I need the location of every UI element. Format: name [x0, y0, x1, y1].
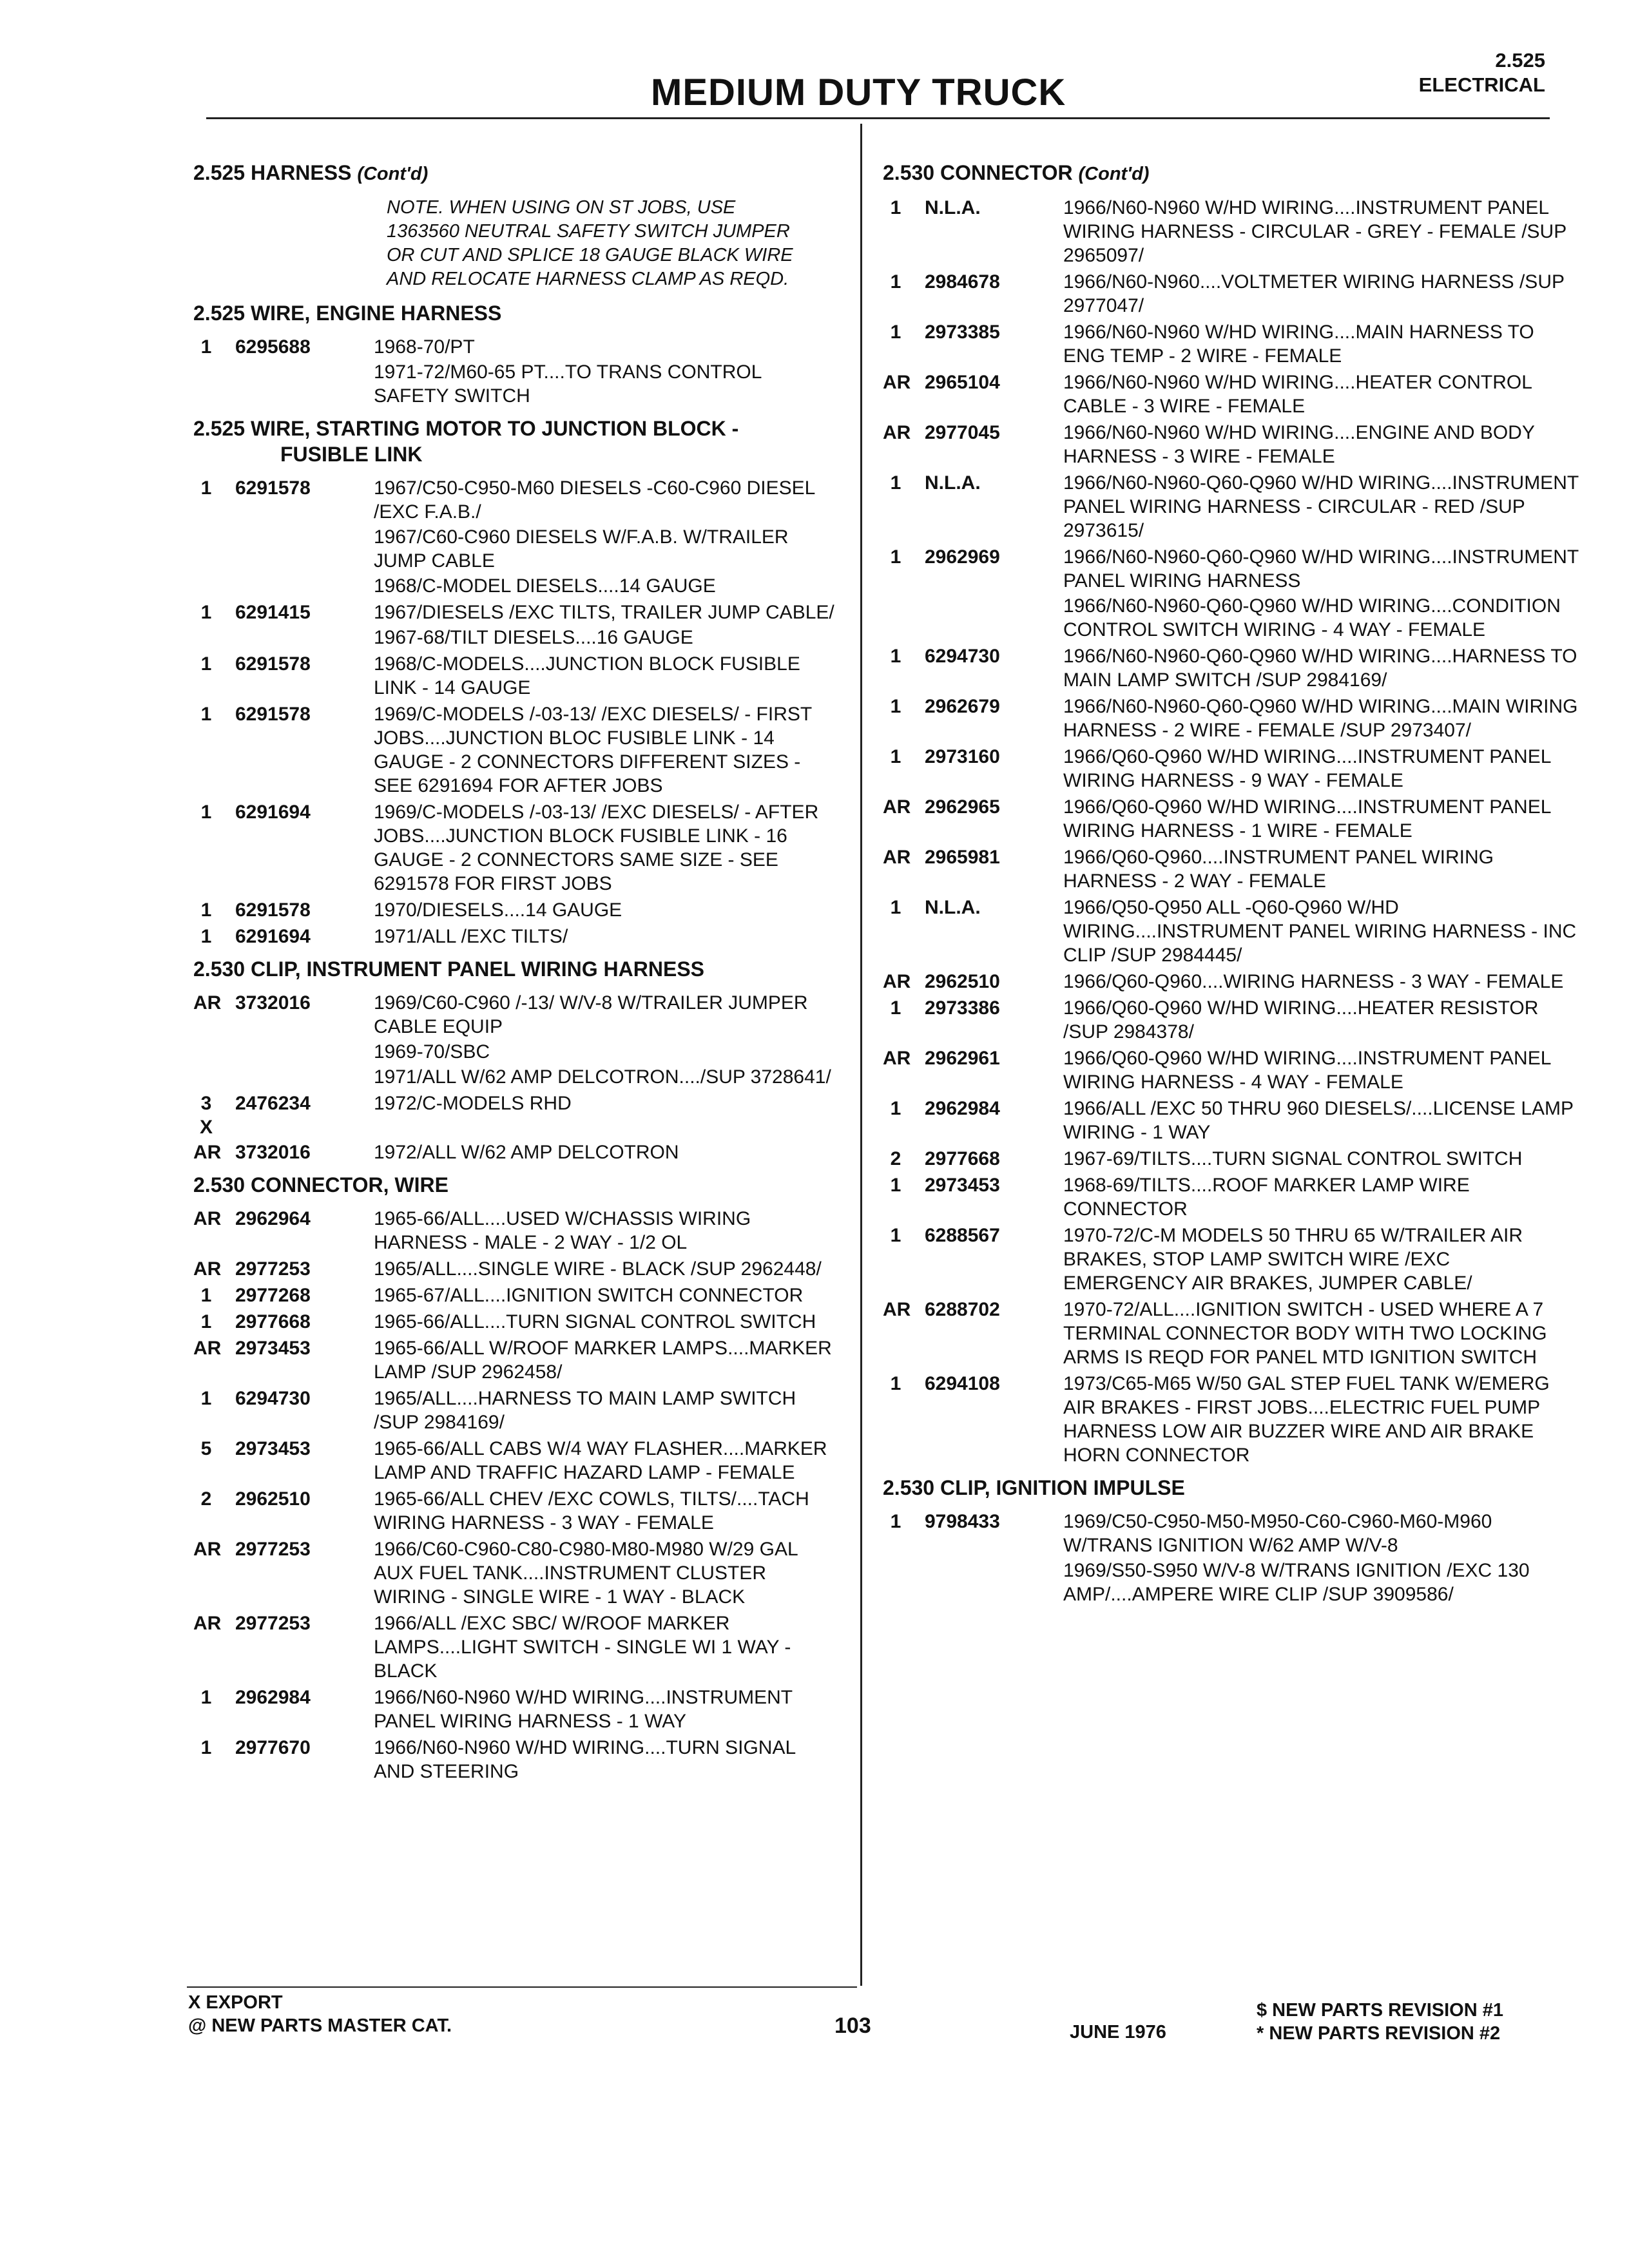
parts-entry [883, 270, 1579, 319]
description-line: 1966/N60-N960 W/HD WIRING....ENGINE AND BODY HARNESS - 3 WIRE - FEMALE [1063, 422, 1535, 467]
footer-export-note: X EXPORT [188, 1992, 283, 2013]
entry-qty: 1 [890, 746, 901, 767]
parts-entry [193, 1283, 838, 1309]
entry-part-number: 2977253 [235, 1258, 311, 1280]
description-line: 1968/C-MODELS....JUNCTION BLOCK FUSIBLE LINK - 14 GAUGE [374, 653, 800, 698]
parts-entry [193, 1686, 838, 1735]
entry-qty: AR [193, 1142, 222, 1163]
description-line: 1966/Q60-Q960....INSTRUMENT PANEL WIRING HARNESS - 2 WAY - FEMALE [1063, 847, 1494, 892]
section-number: 2.530 [883, 161, 935, 184]
entry-part-number: 2984678 [925, 271, 1000, 293]
section-title: CONNECTOR, WIRE [250, 1173, 448, 1196]
description-line: 1965/ALL....SINGLE WIRE - BLACK /SUP 2962448/ [374, 1258, 822, 1280]
section-number: 2.530 [883, 1476, 935, 1499]
entry-description [374, 1336, 838, 1385]
footer-date: JUNE 1976 [1070, 2022, 1166, 2042]
parts-entry [883, 1046, 1579, 1095]
entry-part-number: 2973385 [925, 322, 1000, 343]
description-line: 1969/C50-C950-M50-M950-C60-C960-M60-M960 W/TRANS IGNITION W/62 AMP W/V-8 [1063, 1511, 1492, 1556]
description-line: 1966/N60-N960-Q60-Q960 W/HD WIRING....CONDITION CONTROL SWITCH WIRING - 4 WAY - FEMALE [1063, 595, 1561, 640]
parts-section [193, 416, 838, 950]
footer-legend-left [188, 1991, 452, 2037]
column-divider [860, 124, 862, 1986]
entry-description [1063, 845, 1579, 894]
parts-entry [883, 421, 1579, 470]
entry-part-number: 2977668 [925, 1148, 1000, 1169]
entry-part-number: 2962964 [235, 1208, 311, 1229]
parts-section [193, 300, 838, 409]
entry-part-number: N.L.A. [925, 197, 981, 218]
entry-qty: 1 [890, 1175, 901, 1196]
entry-part-number: N.L.A. [925, 472, 981, 494]
continued-label: (Cont'd) [357, 164, 429, 184]
parts-entry [193, 925, 838, 950]
entry-part-number: 3732016 [235, 1142, 311, 1163]
description-line: 1966/C60-C960-C80-C980-M80-M980 W/29 GAL AUX FUEL TANK....INSTRUMENT CLUSTER WIRING - SINGLE WIRE - 1 WAY - BLACK [374, 1539, 798, 1608]
entry-description [1063, 996, 1579, 1045]
description-line: 1965-66/ALL CABS W/4 WAY FLASHER....MARKER LAMP AND TRAFFIC HAZARD LAMP - FEMALE [374, 1438, 827, 1483]
entry-part-number: 6291578 [235, 704, 311, 725]
section-heading [883, 160, 1579, 187]
entry-description [1063, 1097, 1579, 1146]
entry-description [1063, 1224, 1579, 1296]
parts-entry [193, 898, 838, 923]
section-title: CLIP, INSTRUMENT PANEL WIRING HARNESS [250, 957, 705, 981]
description-line: 1969/S50-S950 W/V-8 W/TRANS IGNITION /EXC 130 AMP/....AMPERE WIRE CLIP /SUP 3909586/ [1063, 1560, 1530, 1605]
description-line: 1971/ALL W/62 AMP DELCOTRON..../SUP 3728641/ [374, 1066, 831, 1088]
entry-qty: 1 [890, 646, 901, 667]
entry-description [1063, 471, 1579, 544]
entry-part-number: 2962965 [925, 796, 1000, 818]
entry-part-number: 2973453 [235, 1338, 311, 1359]
entry-part-number: 6294730 [925, 646, 1000, 667]
parts-entry [193, 1736, 838, 1785]
parts-entry [193, 1257, 838, 1282]
entry-description [1063, 1147, 1579, 1172]
entry-qty: 1 [200, 653, 212, 675]
parts-entry [883, 196, 1579, 269]
entry-description [374, 1207, 838, 1256]
entry-part-number: 6295688 [235, 336, 311, 358]
entry-description [374, 898, 838, 923]
entry-part-number: 3732016 [235, 992, 311, 1014]
entry-description [374, 1140, 838, 1166]
entry-part-number: N.L.A. [925, 897, 981, 918]
entry-description [374, 601, 838, 651]
section-number: 2.525 [193, 161, 246, 184]
page-number: 103 [834, 2013, 871, 2038]
parts-entry [883, 1298, 1579, 1370]
parts-entry [883, 896, 1579, 968]
entry-part-number: 6291578 [235, 477, 311, 499]
description-line: 1967-68/TILT DIESELS....16 GAUGE [374, 627, 693, 648]
description-line: 1966/N60-N960-Q60-Q960 W/HD WIRING....INSTRUMENT PANEL WIRING HARNESS [1063, 546, 1579, 591]
parts-entry [883, 545, 1579, 643]
section-number: 2.530 [193, 957, 246, 981]
entry-qty: 1 [200, 336, 212, 358]
description-line: 1971/ALL /EXC TILTS/ [374, 926, 568, 947]
entry-part-number: 2962984 [925, 1098, 1000, 1119]
parts-entry [193, 601, 838, 651]
parts-entry [883, 1510, 1579, 1608]
parts-section [193, 1172, 838, 1785]
entry-qty: 1 [200, 926, 212, 947]
entry-description [374, 702, 838, 799]
description-line: 1966/N60-N960 W/HD WIRING....INSTRUMENT PANEL WIRING HARNESS - 1 WAY [374, 1687, 793, 1732]
entry-description [374, 1257, 838, 1282]
entry-part-number: 6291694 [235, 802, 311, 823]
entry-qty: AR [883, 372, 911, 393]
footer-revision-2: * NEW PARTS REVISION #2 [1257, 2023, 1501, 2044]
description-line: 1969/C-MODELS /-03-13/ /EXC DIESELS/ - FIRST JOBS....JUNCTION BLOC FUSIBLE LINK - 14 GAUGE - 2 CONNECTORS DIFFERENT SIZES - SEE 6291694 FOR AFTER JOBS [374, 704, 812, 796]
parts-entry [193, 1310, 838, 1335]
footer-master-cat-note: @ NEW PARTS MASTER CAT. [188, 2015, 452, 2036]
entry-part-number: 2962984 [235, 1687, 311, 1708]
parts-entry [883, 996, 1579, 1045]
entry-qty: 1 [200, 1311, 212, 1332]
entry-part-number: 2977253 [235, 1539, 311, 1560]
description-line: 1967/DIESELS /EXC TILTS, TRAILER JUMP CABLE/ [374, 602, 834, 623]
section-heading [193, 160, 838, 187]
entry-part-number: 6288702 [925, 1299, 1000, 1320]
parts-entry [193, 1387, 838, 1436]
parts-entry [193, 702, 838, 799]
parts-section [883, 1475, 1579, 1608]
entry-description [1063, 745, 1579, 794]
entry-description [374, 335, 838, 409]
entry-qty: 1 [200, 899, 212, 921]
description-line: 1967/C60-C960 DIESELS W/F.A.B. W/TRAILER JUMP CABLE [374, 526, 789, 572]
entry-part-number: 6291694 [235, 926, 311, 947]
entry-qty: 5 [200, 1438, 212, 1459]
description-line: 1966/N60-N960 W/HD WIRING....HEATER CONTROL CABLE - 3 WIRE - FEMALE [1063, 372, 1532, 417]
section-title-continued: FUSIBLE LINK [280, 443, 423, 466]
description-line: 1971-72/M60-65 PT....TO TRANS CONTROL SAFETY SWITCH [374, 361, 762, 407]
description-line: 1967-69/TILTS....TURN SIGNAL CONTROL SWITCH [1063, 1148, 1523, 1169]
section-title: CONNECTOR [940, 161, 1073, 184]
parts-entry [193, 652, 838, 701]
right-column [883, 155, 1579, 1614]
section-number: 2.530 [193, 1173, 246, 1196]
description-line: 1965-66/ALL....TURN SIGNAL CONTROL SWITCH [374, 1311, 816, 1332]
parts-entry [193, 1140, 838, 1166]
parts-entry [193, 800, 838, 897]
parts-entry [193, 335, 838, 409]
entry-description [1063, 1510, 1579, 1608]
entry-qty: 1 [200, 1388, 212, 1409]
entry-part-number: 2962679 [925, 696, 1000, 717]
section-code-block [1419, 48, 1545, 97]
entry-description [374, 652, 838, 701]
parts-entry [883, 370, 1579, 419]
entry-qty: 1 [890, 696, 901, 717]
entry-description [1063, 1173, 1579, 1222]
section-title: HARNESS [250, 161, 352, 184]
entry-part-number: 6294730 [235, 1388, 311, 1409]
continued-label: (Cont'd) [1078, 164, 1150, 184]
entry-qty: AR [193, 1613, 222, 1634]
header-rule [206, 117, 1550, 119]
entry-qty: 1 [200, 1737, 212, 1758]
entry-part-number: 2965104 [925, 372, 1000, 393]
entry-part-number: 2962510 [925, 971, 1000, 992]
description-line: 1966/Q60-Q960 W/HD WIRING....HEATER RESISTOR /SUP 2984378/ [1063, 997, 1539, 1043]
entry-qty: 1 [890, 472, 901, 494]
description-line: 1969/C-MODELS /-03-13/ /EXC DIESELS/ - AFTER JOBS....JUNCTION BLOCK FUSIBLE LINK - 16 GAUGE - 2 CONNECTORS SAME SIZE - SEE 6291578 FOR FIRST JOBS [374, 802, 819, 894]
entry-qty: AR [883, 796, 911, 818]
entry-part-number: 2977670 [235, 1737, 311, 1758]
entry-qty: 1 [890, 897, 901, 918]
section-heading [193, 1172, 838, 1198]
entry-description [374, 1310, 838, 1335]
entry-qty: AR [883, 1048, 911, 1069]
entry-description [374, 1437, 838, 1486]
parts-entry [883, 695, 1579, 744]
parts-section [193, 956, 838, 1166]
parts-entry [883, 1097, 1579, 1146]
description-line: 1967/C50-C950-M60 DIESELS -C60-C960 DIESEL /EXC F.A.B./ [374, 477, 815, 523]
entry-description [1063, 970, 1579, 995]
description-line: 1965-66/ALL CHEV /EXC COWLS, TILTS/....TACH WIRING HARNESS - 3 WAY - FEMALE [374, 1488, 809, 1533]
entry-description [1063, 1298, 1579, 1370]
entry-description [374, 991, 838, 1090]
entry-qty: 1 [890, 997, 901, 1019]
description-line: 1968-69/TILTS....ROOF MARKER LAMP WIRE CONNECTOR [1063, 1175, 1470, 1220]
parts-entry [883, 1173, 1579, 1222]
entry-part-number: 2965981 [925, 847, 1000, 868]
section-heading [193, 300, 838, 326]
description-line: 1966/Q60-Q960 W/HD WIRING....INSTRUMENT PANEL WIRING HARNESS - 4 WAY - FEMALE [1063, 1048, 1551, 1093]
description-line: 1965-66/ALL W/ROOF MARKER LAMPS....MARKER LAMP /SUP 2962458/ [374, 1338, 832, 1383]
entry-qty: 1 [200, 1285, 212, 1306]
entry-qty: 1 [890, 1511, 901, 1532]
entry-qty: AR [193, 1338, 222, 1359]
parts-section [883, 160, 1579, 1468]
entry-qty: AR [193, 1258, 222, 1280]
entry-description [374, 1686, 838, 1735]
entry-qty: AR [193, 992, 222, 1014]
description-line: 1966/N60-N960-Q60-Q960 W/HD WIRING....INSTRUMENT PANEL WIRING HARNESS - CIRCULAR - RED /SUP 2973615/ [1063, 472, 1579, 541]
entry-part-number: 6288567 [925, 1225, 1000, 1246]
footer-legend-right [1257, 1999, 1503, 2045]
entry-qty: AR [193, 1208, 222, 1229]
footer-rule [187, 1986, 857, 1988]
entry-part-number: 2977268 [235, 1285, 311, 1306]
entry-part-number: 2962961 [925, 1048, 1000, 1069]
description-line: 1966/N60-N960-Q60-Q960 W/HD WIRING....HARNESS TO MAIN LAMP SWITCH /SUP 2984169/ [1063, 646, 1577, 691]
parts-entry [193, 1537, 838, 1610]
entry-qty: 1 [200, 477, 212, 499]
section-number: 2.525 [193, 417, 246, 440]
parts-entry [883, 845, 1579, 894]
entry-description [374, 476, 838, 599]
section-number: 2.525 [193, 302, 246, 325]
entry-qty: AR [883, 1299, 911, 1320]
section-code: 2.525 [1495, 49, 1545, 72]
entry-qty: 1 [890, 271, 901, 293]
entry-part-number: 6291415 [235, 602, 311, 623]
description-line: 1969/C60-C960 /-13/ W/V-8 W/TRAILER JUMPER CABLE EQUIP [374, 992, 808, 1037]
description-line: 1966/N60-N960 W/HD WIRING....INSTRUMENT PANEL WIRING HARNESS - CIRCULAR - GREY - FEMALE /SUP 2965097/ [1063, 197, 1566, 266]
parts-entry [883, 644, 1579, 693]
parts-entry [193, 476, 838, 599]
parts-entry [883, 745, 1579, 794]
entry-qty: 1 [890, 1098, 901, 1119]
entry-description [374, 1091, 838, 1139]
entry-description [374, 1611, 838, 1684]
entry-qty: AR [883, 422, 911, 443]
entry-part-number: 2962510 [235, 1488, 311, 1510]
parts-entry [883, 1224, 1579, 1296]
description-line: 1966/Q60-Q960 W/HD WIRING....INSTRUMENT PANEL WIRING HARNESS - 9 WAY - FEMALE [1063, 746, 1551, 791]
entry-description [1063, 370, 1579, 419]
entry-qty: 2 [890, 1148, 901, 1169]
entry-qty: 1 [200, 602, 212, 623]
section-note: NOTE. WHEN USING ON ST JOBS, USE 1363560 NEUTRAL SAFETY SWITCH JUMPER OR CUT AND SPLICE 18 GAUGE BLACK WIRE AND RELOCATE HARNESS CLAMP AS REQD. [387, 197, 793, 289]
entry-description [374, 1387, 838, 1436]
description-line: 1973/C65-M65 W/50 GAL STEP FUEL TANK W/EMERG AIR BRAKES - FIRST JOBS....ELECTRIC FUEL PUMP HARNESS LOW AIR BUZZER WIRE AND AIR BRAKE HORN CONNECTOR [1063, 1373, 1550, 1466]
entry-description [1063, 896, 1579, 968]
entry-description [1063, 320, 1579, 369]
description-line: 1970/DIESELS....14 GAUGE [374, 899, 622, 921]
parts-entry [193, 1437, 838, 1486]
description-line: 1968/C-MODEL DIESELS....14 GAUGE [374, 575, 716, 597]
entry-part-number: 2973453 [235, 1438, 311, 1459]
entry-part-number: 2973160 [925, 746, 1000, 767]
entry-qty: 1 [200, 802, 212, 823]
description-line: 1966/N60-N960 W/HD WIRING....MAIN HARNESS TO ENG TEMP - 2 WIRE - FEMALE [1063, 322, 1534, 367]
entry-qty: 1 [890, 197, 901, 218]
entry-part-number: 2476234 [235, 1093, 311, 1114]
description-line: 1966/Q60-Q960....WIRING HARNESS - 3 WAY - FEMALE [1063, 971, 1564, 992]
entry-part-number: 2977668 [235, 1311, 311, 1332]
entry-part-number: 6291578 [235, 899, 311, 921]
entry-part-number: 2962969 [925, 546, 1000, 568]
section-title: WIRE, ENGINE HARNESS [250, 302, 502, 325]
description-line: 1966/ALL /EXC SBC/ W/ROOF MARKER LAMPS....LIGHT SWITCH - SINGLE WI 1 WAY - BLACK [374, 1613, 791, 1682]
section-title: WIRE, STARTING MOTOR TO JUNCTION BLOCK - [250, 417, 739, 440]
entry-part-number: 2973386 [925, 997, 1000, 1019]
description-line: 1965/ALL....HARNESS TO MAIN LAMP SWITCH /SUP 2984169/ [374, 1388, 796, 1433]
parts-entry [883, 471, 1579, 544]
entry-part-number: 6294108 [925, 1373, 1000, 1394]
footer-revision-1: $ NEW PARTS REVISION #1 [1257, 2000, 1503, 2021]
entry-qty: AR [193, 1539, 222, 1560]
entry-description [1063, 644, 1579, 693]
entry-description [1063, 695, 1579, 744]
entry-description [1063, 1372, 1579, 1468]
entry-description [1063, 421, 1579, 470]
entry-part-number: 6291578 [235, 653, 311, 675]
entry-qty: 1 [890, 1373, 901, 1394]
entry-description [374, 1283, 838, 1309]
section-name: ELECTRICAL [1418, 73, 1545, 96]
parts-entry [883, 1372, 1579, 1468]
parts-entry [193, 1336, 838, 1385]
entry-part-number: 2973453 [925, 1175, 1000, 1196]
description-line: 1966/N60-N960....VOLTMETER WIRING HARNESS /SUP 2977047/ [1063, 271, 1565, 316]
entry-part-number: 2977253 [235, 1613, 311, 1634]
entry-description [1063, 196, 1579, 269]
parts-entry [193, 1091, 838, 1139]
entry-description [1063, 795, 1579, 844]
entry-qty: 1 [890, 546, 901, 568]
section-heading [193, 956, 838, 982]
parts-entry [193, 1487, 838, 1536]
entry-qty: 1 [890, 322, 901, 343]
section-heading [193, 416, 838, 467]
description-line: 1965-67/ALL....IGNITION SWITCH CONNECTOR [374, 1285, 804, 1306]
entry-description [374, 1537, 838, 1610]
parts-entry [193, 991, 838, 1090]
description-line: 1972/C-MODELS RHD [374, 1093, 572, 1114]
entry-qty: AR [883, 847, 911, 868]
section-title: CLIP, IGNITION IMPULSE [940, 1476, 1185, 1499]
entry-qty: 1 [200, 1687, 212, 1708]
description-line: 1966/N60-N960 W/HD WIRING....TURN SIGNAL AND STEERING [374, 1737, 796, 1782]
description-line: 1966/Q60-Q960 W/HD WIRING....INSTRUMENT PANEL WIRING HARNESS - 1 WIRE - FEMALE [1063, 796, 1551, 841]
parts-entry [883, 970, 1579, 995]
entry-description [1063, 1046, 1579, 1095]
description-line: 1966/N60-N960-Q60-Q960 W/HD WIRING....MAIN WIRING HARNESS - 2 WIRE - FEMALE /SUP 2973407/ [1063, 696, 1578, 741]
left-column [193, 155, 838, 1791]
entry-description [374, 1487, 838, 1536]
page-title: MEDIUM DUTY TRUCK [651, 72, 1066, 113]
entry-qty: AR [883, 971, 911, 992]
description-line: 1968-70/PT [374, 336, 475, 358]
entry-description [374, 800, 838, 897]
description-line: 1970-72/C-M MODELS 50 THRU 65 W/TRAILER AIR BRAKES, STOP LAMP SWITCH WIRE /EXC EMERGENCY AIR BRAKES, JUMPER CABLE/ [1063, 1225, 1523, 1294]
description-line: 1970-72/ALL....IGNITION SWITCH - USED WHERE A 7 TERMINAL CONNECTOR BODY WITH TWO LOCKING ARMS IS REQD FOR PANEL MTD IGNITION SWITCH [1063, 1299, 1547, 1368]
description-line: 1966/ALL /EXC 50 THRU 960 DIESELS/....LICENSE LAMP WIRING - 1 WAY [1063, 1098, 1574, 1143]
entry-description [374, 925, 838, 950]
entry-qty: 1 [890, 1225, 901, 1246]
entry-part-number: 2977045 [925, 422, 1000, 443]
entry-part-number: 9798433 [925, 1511, 1000, 1532]
entry-description [374, 1736, 838, 1785]
description-line: 1969-70/SBC [374, 1041, 490, 1062]
description-line: 1972/ALL W/62 AMP DELCOTRON [374, 1142, 679, 1163]
entry-qty: 3 X [199, 1093, 213, 1138]
parts-entry [193, 1207, 838, 1256]
parts-section [193, 160, 838, 291]
parts-entry [883, 320, 1579, 369]
entry-qty: 1 [200, 704, 212, 725]
entry-qty: 2 [200, 1488, 212, 1510]
parts-entry [883, 795, 1579, 844]
entry-description [1063, 545, 1579, 643]
description-line: 1966/Q50-Q950 ALL -Q60-Q960 W/HD WIRING....INSTRUMENT PANEL WIRING HARNESS - INC CLIP /SUP 2984445/ [1063, 897, 1577, 966]
description-line: 1965-66/ALL....USED W/CHASSIS WIRING HARNESS - MALE - 2 WAY - 1/2 OL [374, 1208, 751, 1253]
parts-entry [193, 1611, 838, 1684]
parts-entry [883, 1147, 1579, 1172]
entry-description [1063, 270, 1579, 319]
section-heading [883, 1475, 1579, 1501]
